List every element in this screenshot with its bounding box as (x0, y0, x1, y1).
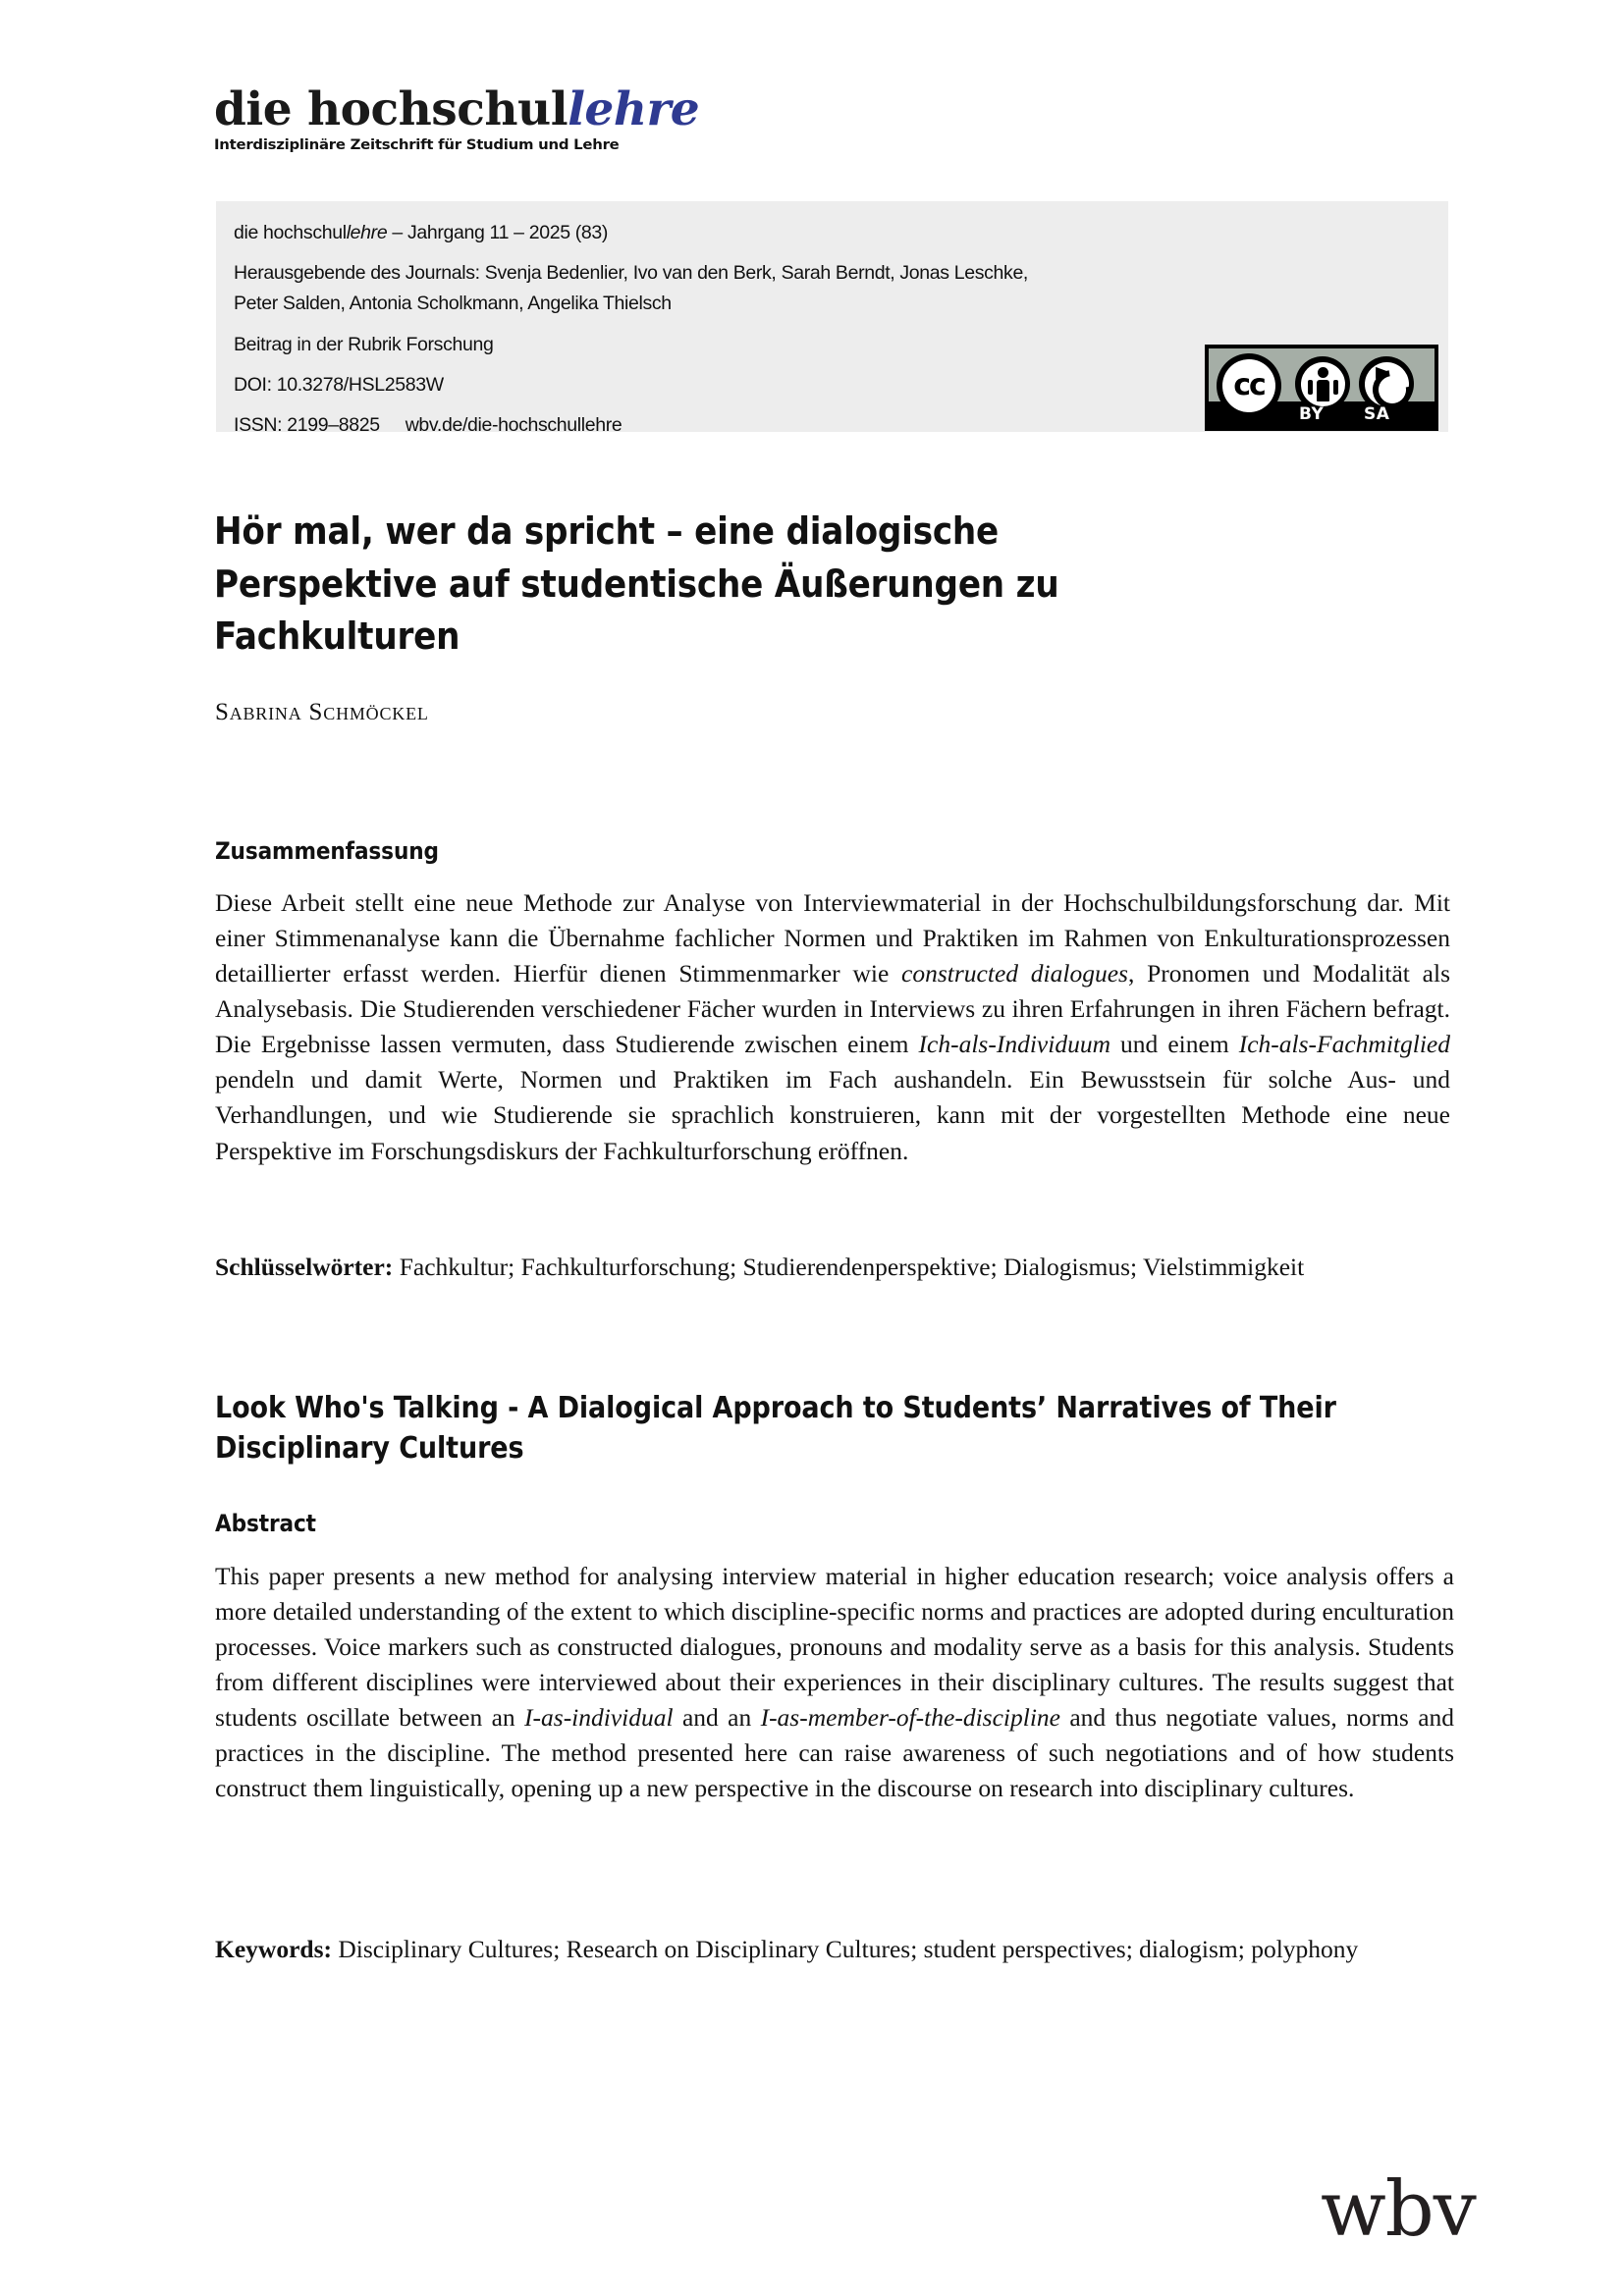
person-body-shape (1317, 380, 1329, 401)
de-abstract-part-3: und einem (1110, 1030, 1239, 1059)
journal-masthead (214, 82, 764, 153)
sa-icon-inner (1365, 362, 1409, 406)
en-abstract-part-3: and thus negotiate values, norms and practices in the discipline. The method presented here can raise awareness of such negotiations and of how students construct them linguistically, opening up a new perspective in the discourse on research into disciplinary cultures. (215, 1703, 1455, 1803)
en-abstract-part-1: This paper presents a new method for analysing interview material in higher education research; voice analysis offers a more detailed understanding of the extent to which discipline-specific norms and practices are adopted during enculturation processes. Voice markers such as constructed dialogues, pronouns and modality serve as a basis for this analysis. Students from different disciplines were interviewed about their experiences in their disciplinary cultures. The results suggest that students oscillate between an (215, 1562, 1454, 1733)
keywords-value: Disciplinary Cultures; Research on Disciplinary Cultures; student perspectives; dialogism; polyphony (331, 1935, 1359, 1963)
editors-line (234, 258, 1117, 318)
en-abstract-italic-2: I-as-member-of-the-discipline (760, 1703, 1060, 1733)
journal-logo (214, 82, 764, 136)
metadata-lines (234, 218, 1117, 451)
cc-icon-label: cc (1233, 367, 1265, 402)
creative-commons-icon (1217, 353, 1281, 418)
de-abstract-italic-2: Ich-als-Individuum (918, 1030, 1110, 1059)
cc-by-sa-license-badge[interactable] (1205, 345, 1438, 431)
en-abstract-italic-1: I-as-individual (524, 1703, 674, 1733)
person-head-shape (1318, 367, 1328, 378)
en-abstract-part-2: and an (673, 1703, 761, 1733)
abstract-heading: Abstract (215, 1510, 316, 1537)
metadata-panel (216, 201, 1448, 437)
editors-line2: Peter Salden, Antonia Scholkmann, Angelika Thielsch (234, 293, 672, 315)
issn-line (234, 410, 1117, 440)
article-title: Hör mal, wer da spricht – eine dialogische Perspektive auf studentische Äußerungen zu Fachkulturen (214, 509, 1059, 658)
issue-italic: lehre (346, 222, 388, 243)
abstract-paragraph (215, 1559, 1454, 1807)
person-right-arm-shape (1333, 380, 1338, 395)
issue-line (234, 218, 1117, 247)
schluesselwoerter-label: Schlüsselwörter: (215, 1253, 394, 1281)
article-author: Sabrina Schmöckel (215, 699, 429, 725)
de-abstract-part-1: Diese Arbeit stellt eine neue Methode zur Analyse von Interviewmaterial in der Hochschulbildungsforschung dar. Mit einer Stimmenanalyse kann die Übernahme fachlicher Normen und Praktiken im Rahmen von Enkulturationsprozessen detaillierter erfasst werden. Hierfür dienen Stimmenmarker wie (215, 888, 1450, 988)
de-abstract-part-2: , Pronomen und Modalität als Analysebasis. Die Studierenden verschiedener Fächer wurden in Interviews zu ihren Erfahrungen in ihren Fächern befragt. Die Ergebnisse lassen vermuten, dass Studierende zwischen einem (215, 959, 1450, 1059)
editors-line1: Svenja Bedenlier, Ivo van den Berk, Sarah Berndt, Jonas Leschke, (479, 262, 1029, 285)
rubrik-line: Beitrag in der Rubrik Forschung (234, 333, 494, 355)
schluesselwoerter-value: Fachkultur; Fachkulturforschung; Studierendenperspektive; Dialogismus; Vielstimmigkeit (393, 1253, 1305, 1281)
keywords-label: Keywords: (215, 1935, 332, 1963)
person-left-arm-shape (1308, 380, 1313, 395)
by-icon-inner (1301, 362, 1345, 406)
zusammenfassung-heading: Zusammenfassung (215, 837, 439, 865)
de-abstract-part-4: pendeln und damit Werte, Normen und Praktiken im Fach aushandeln. Ein Bewusstsein für solche Aus- und Verhandlungen, und wie Studierende sie sprachlich konstruieren, kann mit der vorgestellten Methode eine neue Perspektive im Forschungsdiskurs der Fachkulturforschung eröffnen. (215, 1065, 1450, 1165)
keywords-line (215, 1932, 1454, 1967)
publisher-logo: wbv (1321, 2165, 1476, 2254)
issn-value: ISSN: 2199–8825 (234, 414, 380, 437)
journal-logo-main: die hochschul (214, 82, 568, 136)
issue-rest: – Jahrgang 11 – 2025 (83) (387, 222, 609, 243)
english-article-title: Look Who's Talking - A Dialogical Approach to Students’ Narratives of Their Disciplinary Cultures (215, 1391, 1336, 1466)
journal-logo-accent: lehre (568, 82, 700, 136)
cc-by-label: BY (1299, 404, 1325, 424)
issue-prefix: die hochschul (234, 222, 347, 243)
cc-sa-label: SA (1364, 404, 1390, 424)
schluesselwoerter-line (215, 1250, 1450, 1285)
journal-tagline: Interdisziplinäre Zeitschrift für Studium und Lehre (214, 136, 620, 153)
journal-url-link[interactable]: wbv.de/die-hochschullehre (405, 414, 623, 437)
editors-label: Herausgebende des Journals: (234, 262, 480, 285)
zusammenfassung-paragraph (215, 885, 1450, 1169)
cc-icon-inner (1222, 359, 1275, 412)
de-abstract-italic-3: Ich-als-Fachmitglied (1238, 1030, 1450, 1059)
doi-line[interactable]: DOI: 10.3278/HSL2583W (234, 373, 444, 396)
de-abstract-italic-1: constructed dialogues (901, 959, 1128, 988)
